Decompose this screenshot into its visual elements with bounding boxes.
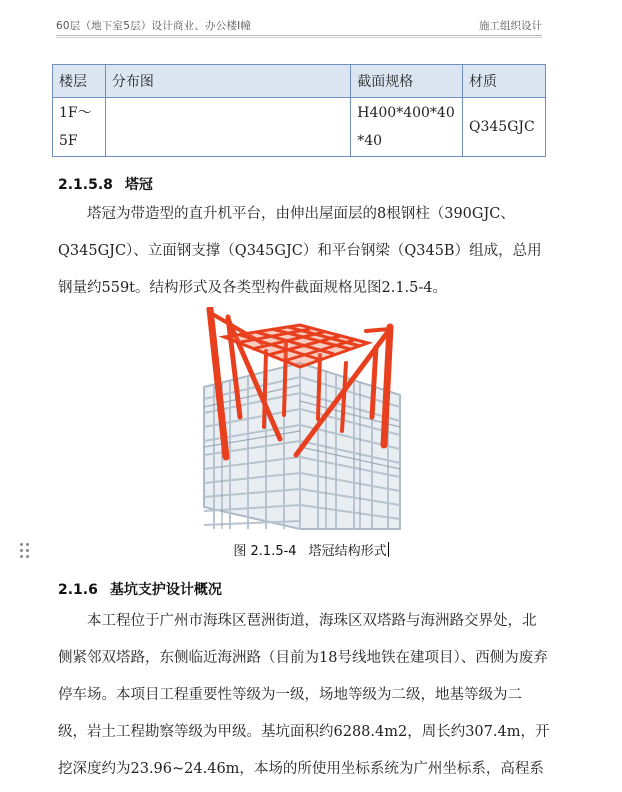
paragraph-foundation-pit: 本工程位于广州市海珠区琶洲街道，海珠区双塔路与海洲路交界处，北侧紧邻双塔路，东侧临近海洲路（目前为18号线地铁在建项目）、西侧为废弃停车场。本项目工程重要性等级为一级，场地等级为二级，地基等级为二级，岩土工程勘察等级为甲级。基坑面积约6288.4m2，周长约307.4m，开挖深度约为23.96~24.46m，本场的所使用坐标系统为广州坐标系，高程系	[58, 613, 550, 777]
table-cell-material: Q345GJC	[463, 98, 546, 157]
table-header-distribution: 分布图	[105, 65, 350, 98]
figure-crown-structure	[200, 307, 406, 531]
table-row	[53, 98, 546, 157]
table-header-section: 截面规格	[351, 65, 463, 98]
table-header-floor: 楼层	[53, 65, 106, 98]
section-heading-216	[58, 579, 222, 599]
header-rule-secondary	[56, 37, 542, 38]
paragraph-crown: 塔冠为带造型的直升机平台，由伸出屋面层的8根钢柱（390GJC、Q345GJC）、立面钢支撑（Q345GJC）和平台钢梁（Q345B）组成，总用钢量约559t。结构形式及各类型构件截面规格见图2.1.5-4。	[58, 206, 542, 296]
header-rule	[56, 35, 542, 36]
section-number: 2.1.6	[58, 582, 98, 598]
table-cell-distribution	[105, 98, 350, 157]
figure-title: 塔冠结构形式	[308, 544, 387, 559]
section-heading-2158	[58, 174, 153, 194]
crown-structure-illustration	[200, 307, 406, 531]
text-cursor	[388, 542, 389, 557]
table-cell-section: H400*400*40*40	[351, 98, 463, 157]
section-number: 2.1.5.8	[58, 177, 113, 193]
table-header-material: 材质	[463, 65, 546, 98]
section-title: 塔冠	[124, 177, 153, 193]
table-cell-floor: 1F～5F	[53, 98, 106, 157]
section-spec-table	[52, 64, 546, 157]
header-document-type: 施工组织设计	[479, 20, 542, 32]
section-title: 基坑支护设计概况	[109, 582, 222, 598]
figure-number: 图 2.1.5-4	[233, 544, 297, 559]
table-header-row	[53, 65, 546, 98]
figure-caption	[0, 540, 622, 559]
header-project-title: 60层（地下室5层）设计商业、办公楼Ⅰ幢	[56, 20, 252, 32]
